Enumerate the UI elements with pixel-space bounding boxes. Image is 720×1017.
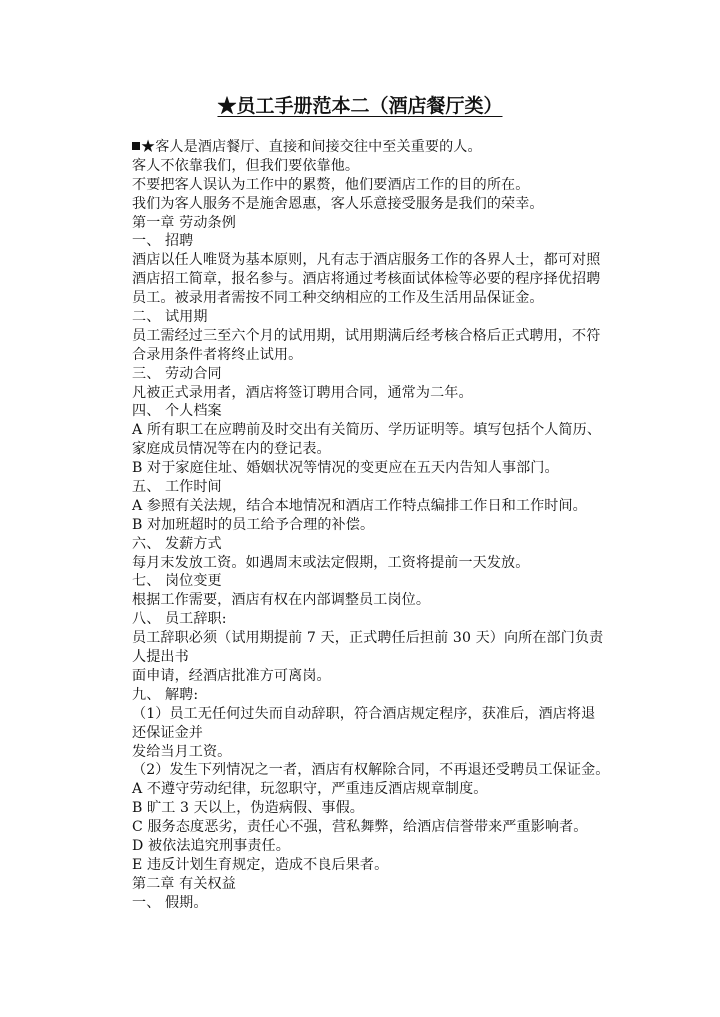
body-line: B 对于家庭住址、婚姻状况等情况的变更应在五天内告知人事部门。 xyxy=(132,460,559,477)
body-line: 人提出书 xyxy=(132,649,189,666)
body-line: A 所有职工在应聘前及时交出有关简历、学历证明等。填写包括个人简历、 xyxy=(132,422,602,439)
star-bullet: ★ xyxy=(141,139,156,155)
body-line-1 xyxy=(132,138,622,157)
section-heading: 四、 个人档案 xyxy=(132,403,222,420)
body-line: D 被依法追究刑事责任。 xyxy=(132,837,290,854)
body-line: 客人不依靠我们，但我们要依靠他。 xyxy=(132,157,360,174)
document-title-text: ★员工手册范本二（酒店餐厅类） xyxy=(217,95,503,117)
body-line: 员工。被录用者需按不同工种交纳相应的工作及生活用品保证金。 xyxy=(132,290,544,307)
body-line: 家庭成员情况等在内的登记表。 xyxy=(132,441,331,458)
document-title xyxy=(0,94,720,118)
body-line: 员工辞职必须（试用期提前 7 天，正式聘任后担前 30 天）向所在部门负责 xyxy=(132,630,604,647)
body-line: 发给当月工资。 xyxy=(132,743,232,760)
body-line: 合录用条件者将终止试用。 xyxy=(132,346,303,363)
body-line: 还保证金并 xyxy=(132,724,203,741)
section-heading: 一、 招聘 xyxy=(132,233,194,250)
body-line: 凡被正式录用者，酒店将签订聘用合同，通常为二年。 xyxy=(132,384,473,401)
chapter-heading: 第二章 有关权益 xyxy=(132,875,236,892)
body-line: B 对加班超时的员工给予合理的补偿。 xyxy=(132,516,375,533)
section-heading: 二、 试用期 xyxy=(132,309,208,326)
body-line: （2）发生下列情况之一者，酒店有权解除合同，不再退还受聘员工保证金。 xyxy=(132,762,610,779)
section-heading: 七、 岗位变更 xyxy=(132,573,222,590)
body-line: 面申请，经酒店批准方可离岗。 xyxy=(132,667,331,684)
body-line: A 参照有关法规，结合本地情况和酒店工作特点编排工作日和工作时间。 xyxy=(132,497,587,514)
body-line: 根据工作需要，酒店有权在内部调整员工岗位。 xyxy=(132,592,431,609)
body-line: E 违反计划生育规定，造成不良后果者。 xyxy=(132,856,389,873)
section-heading: 三、 劳动合同 xyxy=(132,365,222,382)
body-line: 酒店以任人唯贤为基本原则，凡有志于酒店服务工作的各界人士，都可对照 xyxy=(132,252,601,269)
body-line: B 旷工 3 天以上，伪造病假、事假。 xyxy=(132,800,364,817)
body-line: 员工需经过三至六个月的试用期，试用期满后经考核合格后正式聘用，不符 xyxy=(132,327,601,344)
section-heading: 一、 假期。 xyxy=(132,894,208,911)
section-heading: 八、 员工辞职: xyxy=(132,611,227,628)
body-line: 每月末发放工资。如遇周末或法定假期，工资将提前一天发放。 xyxy=(132,554,530,571)
body-line: 酒店招工简章，报名参与。酒店将通过考核面试体检等必要的程序择优招聘 xyxy=(132,271,601,288)
body-line: （1）员工无任何过失而自动辞职，符合酒店规定程序，获准后，酒店将退 xyxy=(132,705,596,722)
body-line-text: 客人是酒店餐厅、直接和间接交往中至关重要的人。 xyxy=(155,139,482,155)
section-heading: 六、 发薪方式 xyxy=(132,535,222,552)
chapter-heading: 第一章 劳动条例 xyxy=(132,214,236,231)
document-body xyxy=(132,138,622,913)
body-line: 不要把客人误认为工作中的累赘，他们要酒店工作的目的所在。 xyxy=(132,176,530,193)
body-line: C 服务态度恶劣，责任心不强，营私舞弊，给酒店信誉带来严重影响者。 xyxy=(132,819,588,836)
body-line: A 不遵守劳动纪律，玩忽职守，严重违反酒店规章制度。 xyxy=(132,781,488,798)
body-line: 我们为客人服务不是施舍恩惠，客人乐意接受服务是我们的荣幸。 xyxy=(132,195,544,212)
section-heading: 五、 工作时间 xyxy=(132,479,222,496)
section-heading: 九、 解聘: xyxy=(132,686,199,703)
square-bullet-icon xyxy=(132,142,140,150)
